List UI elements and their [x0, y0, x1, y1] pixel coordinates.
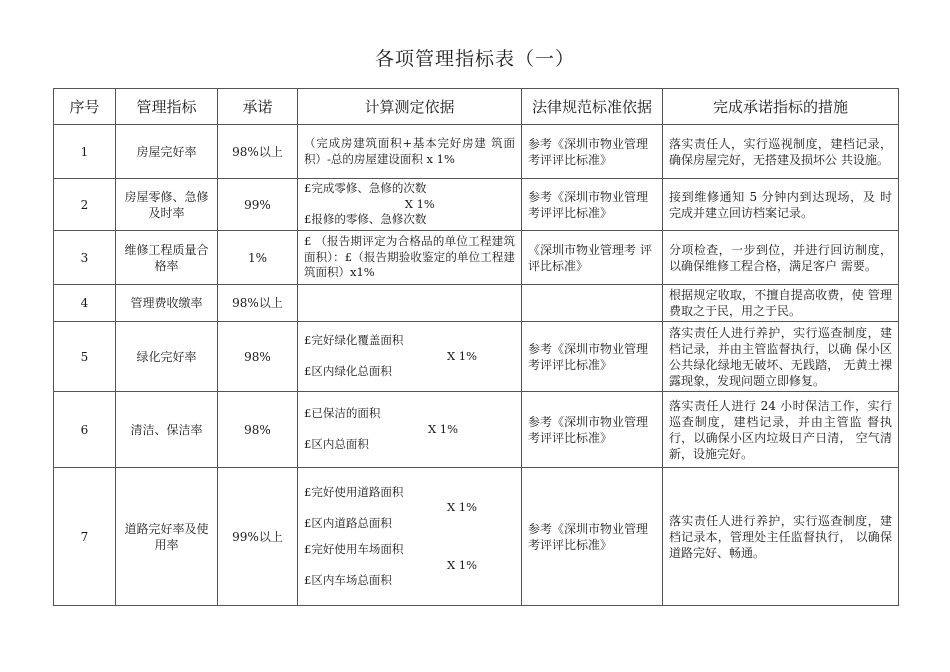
calc-multiplier: X 1%	[446, 557, 478, 572]
table-row	[54, 125, 899, 179]
row-law	[522, 285, 663, 322]
row-no: 3	[54, 231, 116, 285]
row-measures: 落实责任人进行 24 小时保洁工作，实行巡查制度，建档记录，并由主管监 督执行，以确保小区内垃圾日产日清， 空气清新，设施完好。	[663, 392, 899, 468]
page-title: 各项管理指标表（一）	[374, 48, 575, 70]
row-law: 参考《深圳市物业管理考评评比标准》	[522, 125, 663, 179]
row-law: 参考《深圳市物业管理考评评比标准》	[522, 179, 663, 231]
calc-denominator: £报修的零修、急修次数	[304, 212, 427, 227]
row-measures: 落实责任人进行养护，实行巡查制度，建档记录本，管理处主任监督执行， 以确保道路完好、畅通。	[663, 468, 899, 606]
row-indicator: 维修工程质量合格率	[116, 231, 218, 285]
table-row	[54, 179, 899, 231]
table-row	[54, 285, 899, 322]
calc-numerator: £完好使用道路面积	[304, 484, 404, 499]
row-law: 《深圳市物业管理考 评评比标准》	[522, 231, 663, 285]
row-no: 5	[54, 322, 116, 392]
calc-multiplier: X 1%	[427, 421, 459, 436]
row-no: 1	[54, 125, 116, 179]
row-no: 2	[54, 179, 116, 231]
row-calc	[298, 231, 522, 285]
row-measures: 落实责任人，实行巡视制度，建档记录，确保房屋完好，无搭建及损坏公 共设施。	[663, 125, 899, 179]
row-calc	[298, 392, 522, 468]
row-indicator: 房屋完好率	[116, 125, 218, 179]
management-indicators-table	[53, 88, 899, 606]
row-indicator: 道路完好率及使用率	[116, 468, 218, 606]
row-promise: 99%	[218, 179, 298, 231]
calc-denominator: £区内车场总面积	[304, 573, 392, 587]
table-row	[54, 468, 899, 606]
calc-multiplier: X 1%	[446, 348, 478, 363]
calc-denominator: £区内绿化总面积	[304, 364, 392, 379]
calc-multiplier: X 1%	[404, 196, 435, 211]
row-no: 7	[54, 468, 116, 606]
calc-multiplier: X 1%	[446, 500, 478, 514]
header-no: 序号	[54, 89, 116, 125]
row-calc	[298, 125, 522, 179]
row-promise: 98%	[218, 322, 298, 392]
table-row	[54, 322, 899, 392]
row-measures: 根据规定收取，不擅自提高收费，使 管理费取之于民，用之于民。	[663, 285, 899, 322]
row-promise: 99%以上	[218, 468, 298, 606]
header-measures: 完成承诺指标的措施	[663, 89, 899, 125]
row-law: 参考《深圳市物业管理考评评比标准》	[522, 468, 663, 606]
calc-denominator: £区内总面积	[304, 437, 369, 452]
calc-numerator: £完成零修、急修的次数	[304, 181, 427, 196]
calc-numerator: £完好绿化覆盖面积	[304, 333, 404, 348]
table-row	[54, 392, 899, 468]
row-measures: 分项检查，一步到位，并进行回访制度，以确保维修工程合格，满足客户 需要。	[663, 231, 899, 285]
row-promise: 98%以上	[218, 285, 298, 322]
header-calc-basis: 计算测定依据	[298, 89, 522, 125]
row-indicator: 房屋零修、急修及时率	[116, 179, 218, 231]
row-law: 参考《深圳市物业管理考评评比标准》	[522, 392, 663, 468]
row-calc	[298, 322, 522, 392]
header-indicator: 管理指标	[116, 89, 218, 125]
calc-numerator: £完好使用车场面积	[304, 542, 404, 556]
calc-line: （完成房建筑面积+基本完好房建 筑面积）-总的房屋建设面积 x 1%	[304, 136, 515, 166]
row-law: 参考《深圳市物业管理考评评比标准》	[522, 322, 663, 392]
row-promise: 98%以上	[218, 125, 298, 179]
calc-denominator: £区内道路总面积	[304, 515, 392, 530]
row-indicator: 绿化完好率	[116, 322, 218, 392]
header-legal-basis: 法律规范标准依据	[522, 89, 663, 125]
calc-numerator: £已保洁的面积	[304, 406, 381, 421]
calc-line: £ （报告期评定为合格品的单位工程建筑面积）：£（报告期验收鉴定的单位工程建筑面积）x1%	[304, 234, 515, 280]
row-promise: 1%	[218, 231, 298, 285]
header-promise: 承诺	[218, 89, 298, 125]
row-measures: 接到维修通知 5 分钟内到达现场，及 时完成并建立回访档案记录。	[663, 179, 899, 231]
row-calc	[298, 468, 522, 606]
row-calc	[298, 285, 522, 322]
row-no: 6	[54, 392, 116, 468]
row-no: 4	[54, 285, 116, 322]
row-promise: 98%	[218, 392, 298, 468]
row-measures: 落实责任人进行养护，实行巡查制度，建档记录，并由主管监督执行，以确 保小区公共绿化绿地无破坏、无践踏， 无黄土裸露现象，发现问题立即修复。	[663, 322, 899, 392]
row-indicator: 清洁、保洁率	[116, 392, 218, 468]
table-row	[54, 231, 899, 285]
table-header-row	[54, 89, 899, 125]
row-indicator: 管理费收缴率	[116, 285, 218, 322]
row-calc	[298, 179, 522, 231]
